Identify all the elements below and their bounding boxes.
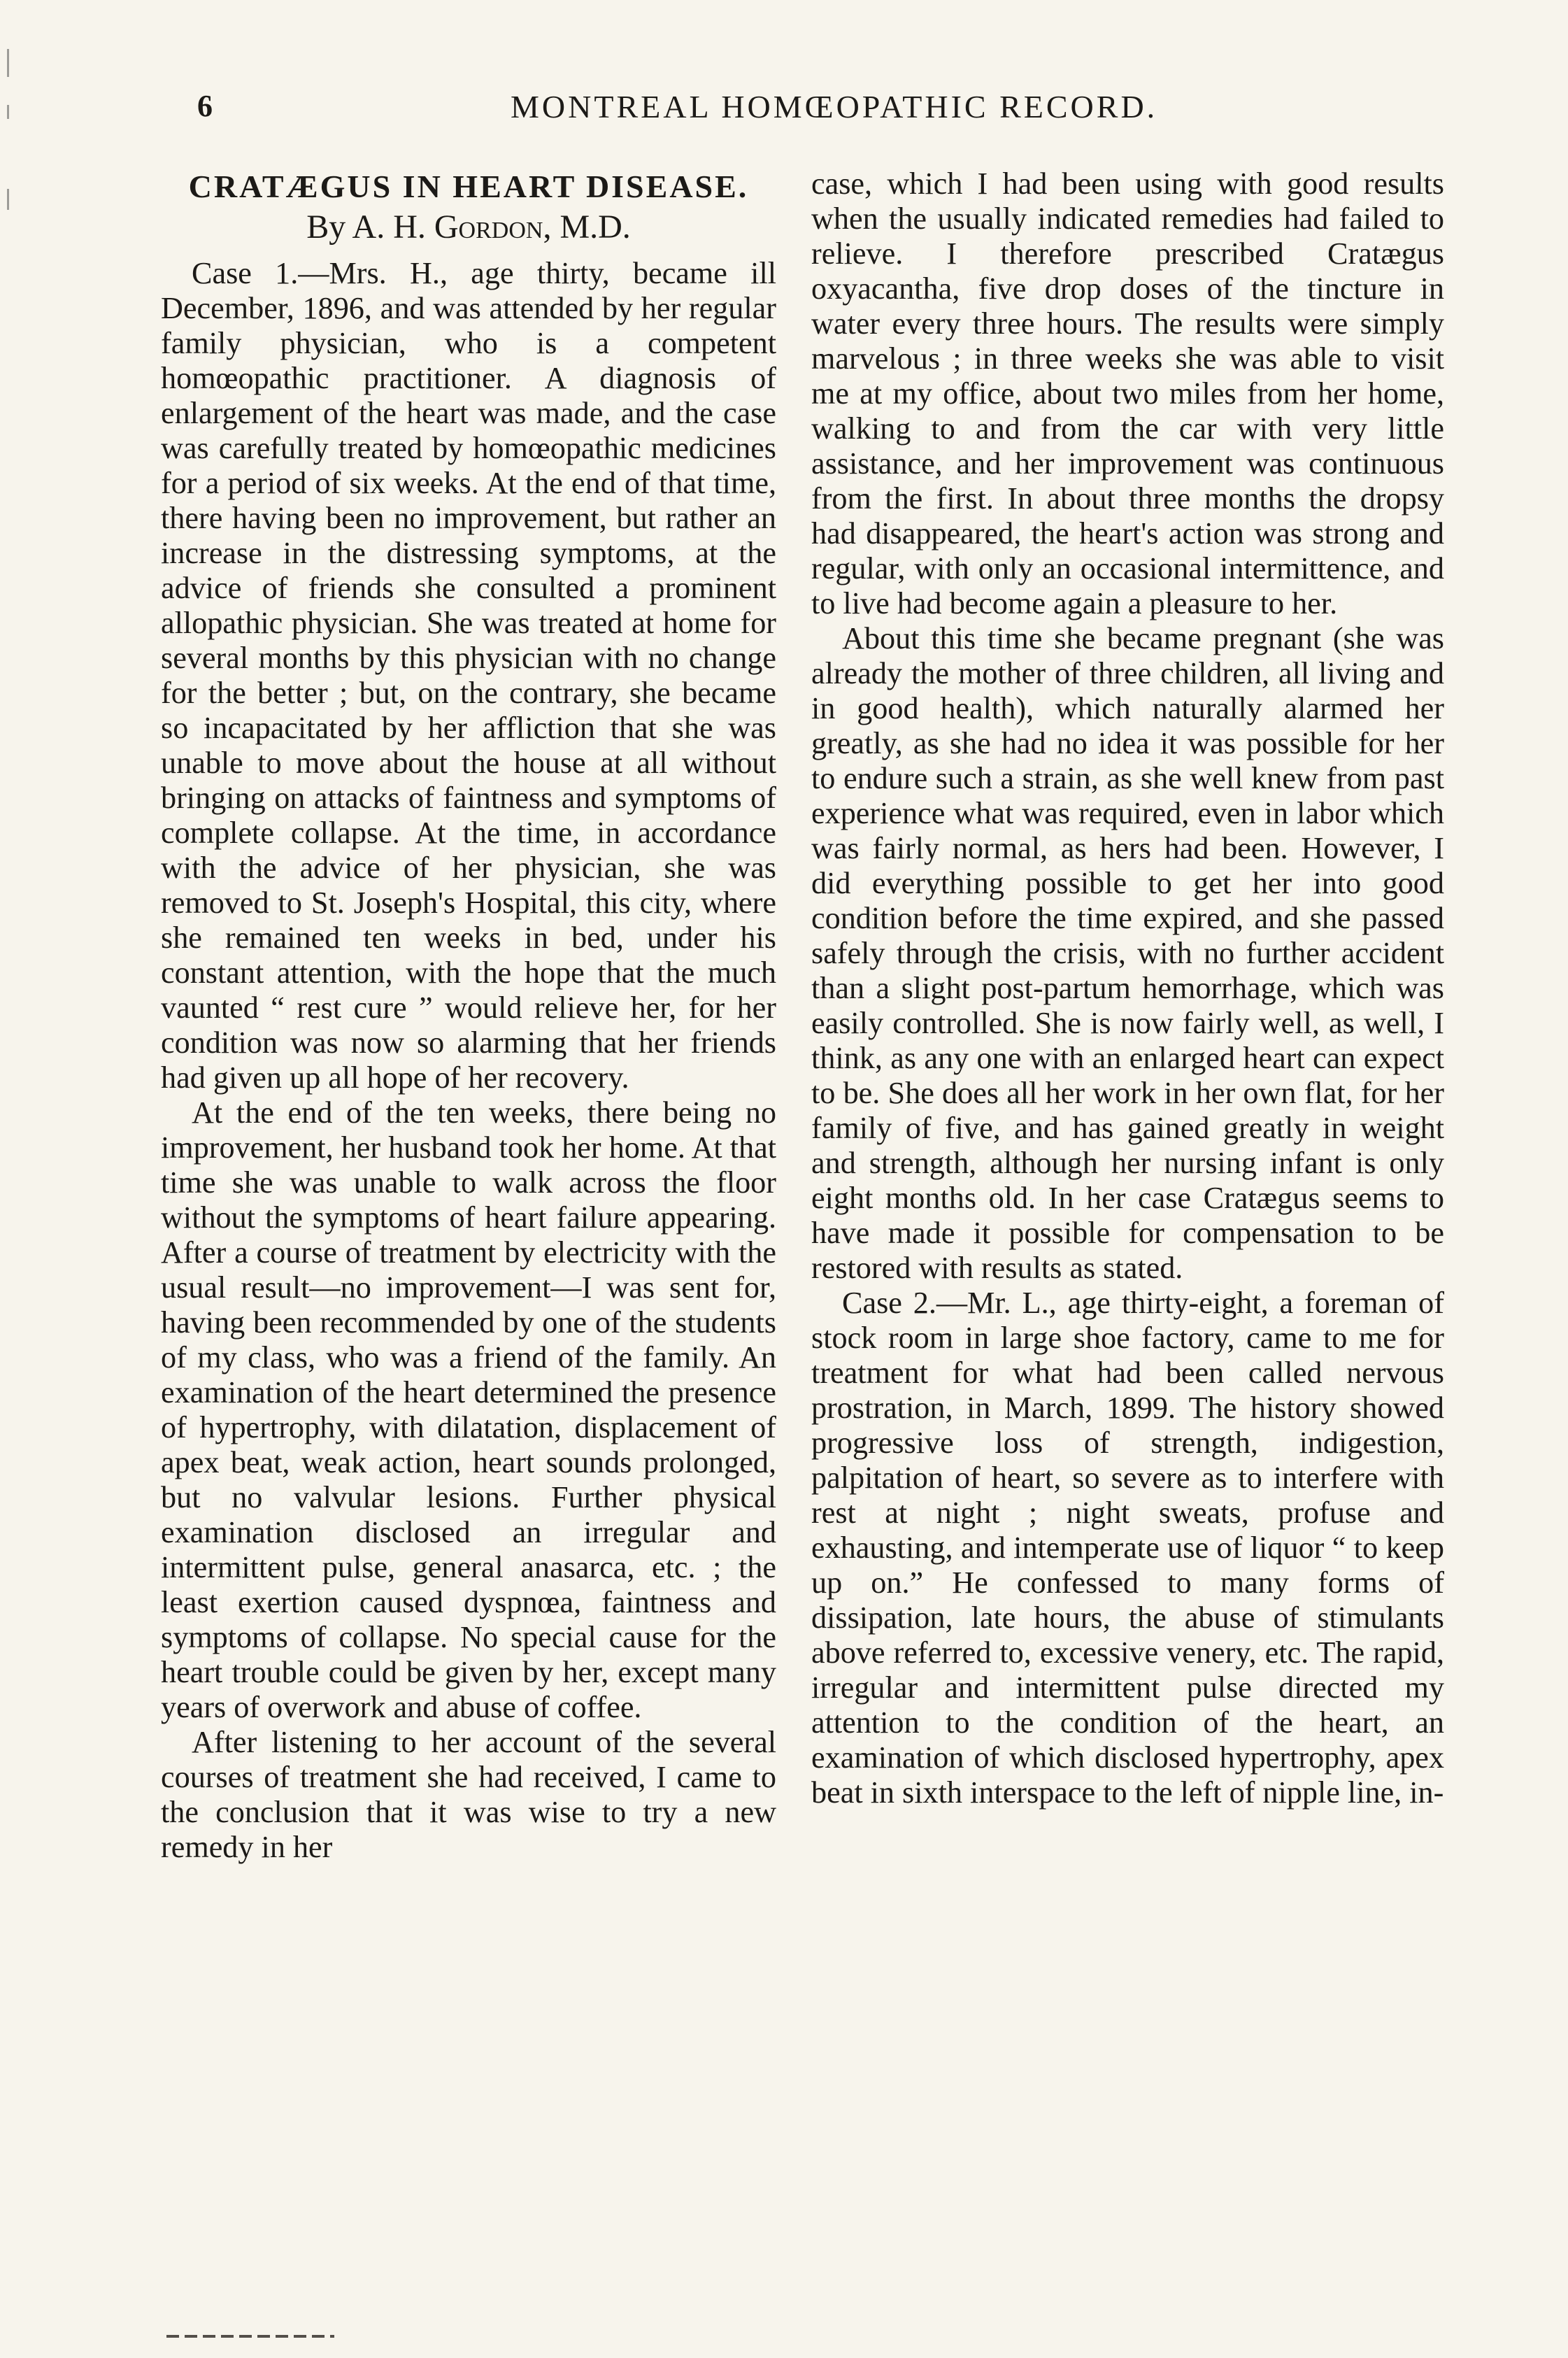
byline-prefix: By A. H. [306,208,434,246]
scan-artifact-rule [166,2335,334,2338]
left-column [161,166,776,1865]
article-title: CRATÆGUS IN HEART DISEASE. [188,169,749,204]
paragraph: At the end of the ten weeks, there being no improvement, her husband took her home. At that time she was unable to walk across the floor without the symptoms of heart failure appearing. After a course of treatment by electricity with the usual result—no improvement—I was sent for, having been recommended by one of the students of my class, who was a friend of the family. An examination of the heart determined the presence of hypertrophy, with dilatation, displacement of apex beat, weak action, heart sounds prolonged, but no valvular lesions. Further physical examination disclosed an irregular and intermittent pulse, general anasarca, etc. ; the least exertion caused dyspnœa, faintness and symptoms of collapse. No special cause for the heart trouble could be given by her, except many years of overwork and abuse of coffee. [161,1095,776,1724]
paragraph: Case 1.—Mrs. H., age thirty, became ill December, 1896, and was attended by her regular family physician, who is a competent homœopathic practitioner. A diagnosis of enlargement of the heart was made, and the case was carefully treated by homœopathic medicines for a period of six weeks. At the end of that time, there having been no improvement, but rather an increase in the distressing symptoms, at the advice of friends she consulted a prominent allopathic physician. She was treated at home for several months by this physician with no change for the better ; but, on the contrary, she became so incapacitated by her affliction that she was unable to move about the house at all without bringing on attacks of faintness and symptoms of complete collapse. At the time, in accordance with the advice of her physician, she was removed to St. Joseph's Hospital, this city, where she remained ten weeks in bed, under his constant attention, with the hope that the much vaunted “ rest cure ” would relieve her, for her condition was now so alarming that her friends had given up all hope of her recovery. [161,256,776,1095]
paragraph: Case 2.—Mr. L., age thirty-eight, a foreman of stock room in large shoe factory, came to me for treatment for what had been called nervous prostration, in March, 1899. The history showed progressive loss of strength, indigestion, palpitation of heart, so severe as to interfere with rest at night ; night sweats, profuse and exhausting, and intemperate use of liquor “ to keep up on.” He confessed to many forms of dissipation, late hours, the abuse of stimulants above referred to, excessive venery, etc. The rapid, irregular and intermittent pulse directed my attention to the condition of the heart, an examination of which disclosed hypertrophy, apex beat in sixth interspace to the left of nipple line, in- [811,1286,1444,1810]
scan-margin-mark [7,49,9,77]
scan-margin-mark [7,189,9,210]
paragraph: After listening to her account of the several courses of treatment she had received, I came to the conclusion that it was wise to try a new remedy in her [161,1725,776,1864]
byline [161,207,776,248]
paragraph-continued: case, which I had been using with good results when the usually indicated remedies had failed to relieve. I therefore prescribed Cratægus oxyacantha, five drop doses of the tincture in water every three hours. The results were simply marvelous ; in three weeks she was able to visit me at my office, about two miles from her home, walking to and from the car with very little assistance, and her improvement was continuous from the first. In about three months the dropsy had disappeared, the heart's action was strong and regular, with only an occasional intermittence, and to live had become again a pleasure to her. [811,166,1444,620]
page-number: 6 [197,89,213,123]
author-name: Gordon [434,208,543,246]
paragraph: About this time she became pregnant (she was already the mother of three children, all living and in good health), which naturally alarmed her greatly, as she had no idea it was possible for her to endure such a strain, as she well knew from past experience what was required, even in labor which was fairly normal, as hers had been. However, I did everything possible to get her into good condition before the time expired, and she passed safely through the crisis, with no further accident than a slight post-partum hemorrhage, which was easily controlled. She is now fairly well, as well, I think, as any one with an enlarged heart can expect to be. She does all her work in her own flat, for her family of five, and has gained greatly in weight and strength, although her nursing infant is only eight months old. In her case Cratægus seems to have made it possible for compensation to be restored with results as stated. [811,621,1444,1285]
page-header [0,83,1568,132]
right-column [811,166,1444,1810]
byline-suffix: , M.D. [543,208,631,246]
running-title: MONTREAL HOMŒOPATHIC RECORD. [511,89,1158,125]
